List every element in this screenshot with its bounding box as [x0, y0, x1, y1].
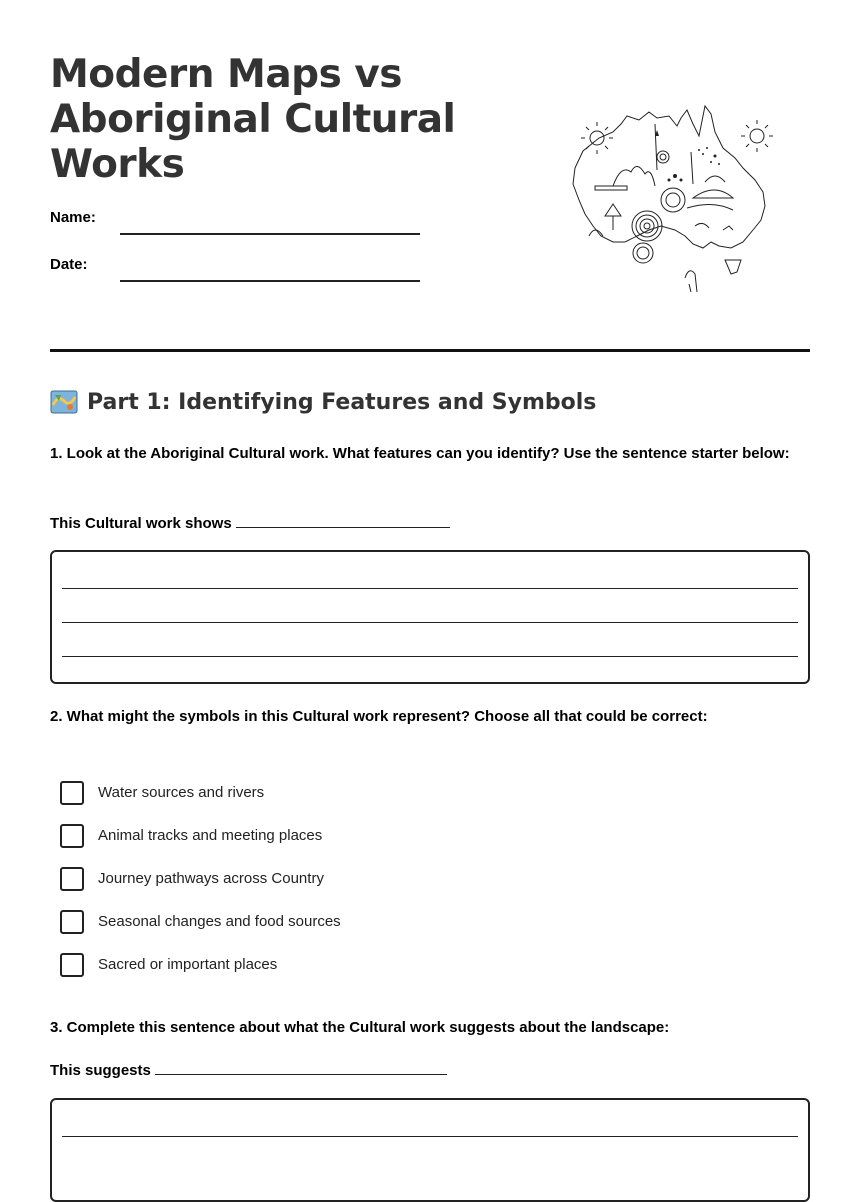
- question-2-options: [60, 771, 341, 986]
- question-3-starter-text: This suggests: [50, 1062, 151, 1079]
- map-icon: [50, 389, 78, 415]
- option-label: Journey pathways across Country: [98, 870, 324, 887]
- question-1-starter-blank[interactable]: [236, 513, 450, 528]
- question-1-starter-text: This Cultural work shows: [50, 515, 232, 532]
- section-divider: [50, 349, 810, 352]
- checkbox[interactable]: [60, 824, 84, 848]
- name-label: Name:: [50, 209, 96, 226]
- section-1-heading: [50, 389, 596, 415]
- page-title: [50, 52, 470, 187]
- option-journey-pathways[interactable]: [60, 857, 341, 900]
- question-1-answer-box[interactable]: [50, 550, 810, 684]
- checkbox[interactable]: [60, 910, 84, 934]
- question-3-starter: [50, 1060, 447, 1079]
- answer-line[interactable]: [62, 588, 798, 589]
- option-label: Seasonal changes and food sources: [98, 913, 341, 930]
- option-seasonal-changes[interactable]: [60, 900, 341, 943]
- option-label: Water sources and rivers: [98, 784, 265, 801]
- question-1-prompt: 1. Look at the Aboriginal Cultural work. What features can you identify? Use the sentence starter below:: [50, 445, 790, 462]
- name-write-line[interactable]: [120, 233, 420, 235]
- title-line-1: Modern Maps vs: [50, 52, 403, 97]
- question-3-starter-blank[interactable]: [155, 1060, 447, 1075]
- answer-line[interactable]: [62, 622, 798, 623]
- answer-line[interactable]: [62, 656, 798, 657]
- date-field[interactable]: [50, 256, 420, 282]
- date-label: Date:: [50, 256, 88, 273]
- title-line-2: Aboriginal Cultural: [50, 97, 456, 142]
- australia-map-illustration: [565, 96, 775, 301]
- answer-line[interactable]: [62, 1136, 798, 1137]
- option-sacred-places[interactable]: [60, 943, 341, 986]
- option-water-sources[interactable]: [60, 771, 341, 814]
- question-3-answer-box[interactable]: [50, 1098, 810, 1202]
- question-2-prompt: 2. What might the symbols in this Cultural work represent? Choose all that could be correct:: [50, 708, 708, 725]
- question-3-prompt: 3. Complete this sentence about what the Cultural work suggests about the landscape:: [50, 1019, 670, 1036]
- name-field[interactable]: [50, 209, 420, 235]
- title-line-3: Works: [50, 142, 185, 187]
- checkbox[interactable]: [60, 781, 84, 805]
- checkbox[interactable]: [60, 953, 84, 977]
- question-1-starter: [50, 513, 450, 532]
- checkbox[interactable]: [60, 867, 84, 891]
- option-label: Animal tracks and meeting places: [98, 827, 323, 844]
- date-write-line[interactable]: [120, 280, 420, 282]
- option-label: Sacred or important places: [98, 956, 278, 973]
- section-1-heading-text: Part 1: Identifying Features and Symbols: [87, 389, 597, 415]
- option-animal-tracks[interactable]: [60, 814, 341, 857]
